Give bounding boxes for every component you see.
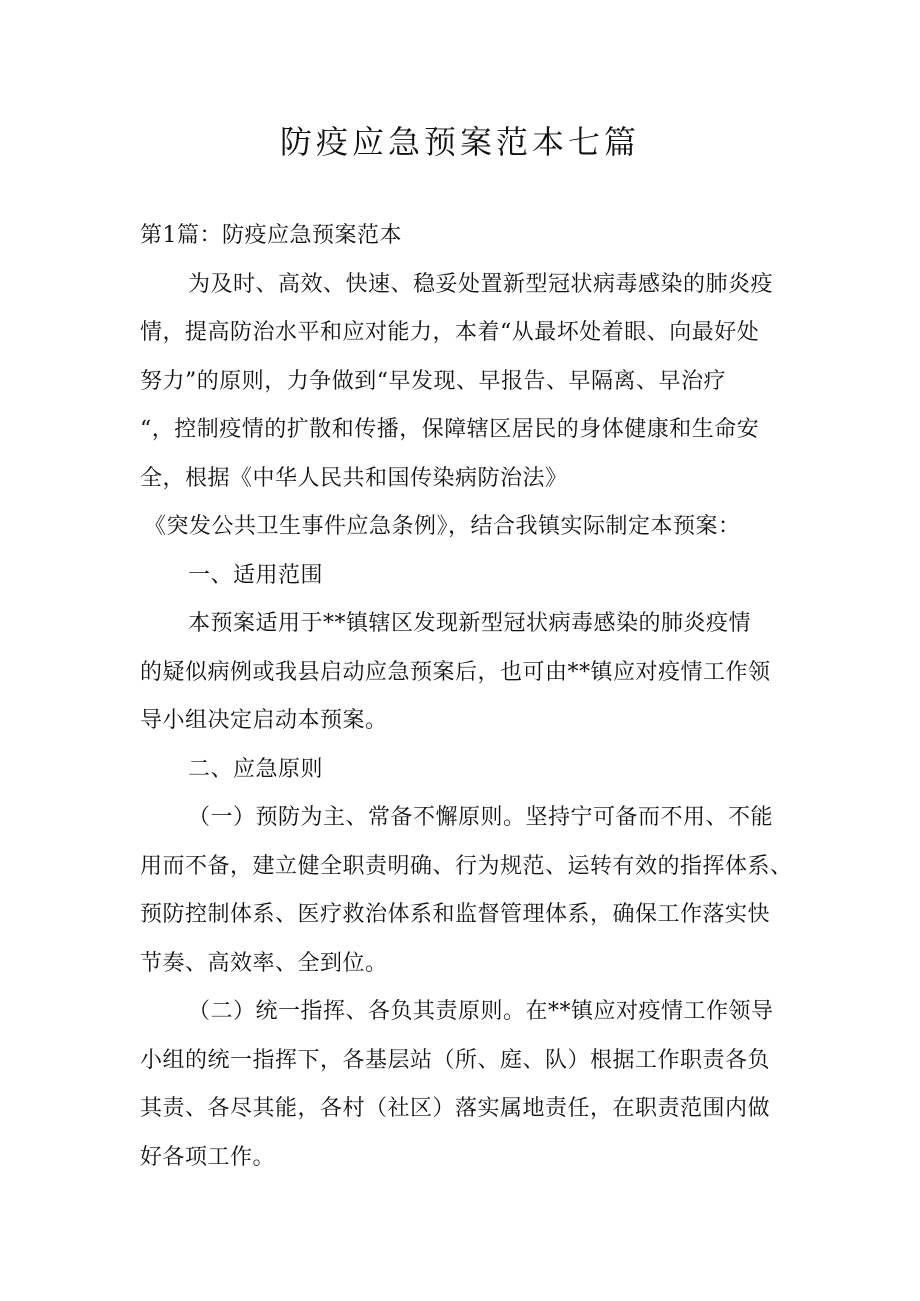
paragraph-line: 其责、各尽其能，各村（社区）落实属地责任，在职责范围内做 bbox=[140, 1096, 771, 1121]
paragraph-line: 情，提高防治水平和应对能力，本着“从最坏处着眼、向最好处 bbox=[140, 320, 760, 345]
paragraph-line: 小组的统一指挥下，各基层站（所、庭、队）根据工作职责各负 bbox=[140, 1047, 771, 1073]
paragraph-line: 导小组决定启动本预案。 bbox=[140, 708, 388, 733]
paragraph-line: 预防控制体系、医疗救治体系和监督管理体系，确保工作落实快 bbox=[140, 902, 771, 927]
paragraph-line: 为及时、高效、快速、稳妥处置新型冠状病毒感染的肺炎疫 bbox=[188, 271, 774, 297]
paragraph-line: 本预案适用于**镇辖区发现新型冠状病毒感染的肺炎疫情 bbox=[188, 611, 752, 636]
section-heading: 第1篇：防疫应急预案范本 bbox=[140, 223, 402, 248]
paragraph-line: （二）统一指挥、各负其责原则。在**镇应对疫情工作领导 bbox=[188, 999, 774, 1024]
paragraph-line: 好各项工作。 bbox=[140, 1144, 276, 1170]
subheading: 一、适用范围 bbox=[188, 562, 324, 588]
paragraph-line: 努力”的原则，力争做到“早发现、早报告、早隔离、早治疗 bbox=[140, 368, 726, 394]
paragraph-line: 《突发公共卫生事件应急条例》，结合我镇实际制定本预案： bbox=[144, 514, 741, 539]
document-title: 防疫应急预案范本七篇 bbox=[279, 123, 640, 161]
subheading: 二、应急原则 bbox=[188, 756, 324, 782]
paragraph-line: 全，根据《中华人民共和国传染病防治法》 bbox=[140, 465, 568, 491]
paragraph-line: （一）预防为主、常备不懈原则。坚持宁可备而不用、不能 bbox=[188, 805, 774, 830]
paragraph-line: “，控制疫情的扩散和传播，保障辖区居民的身体健康和生命安 bbox=[140, 417, 760, 442]
document-body bbox=[140, 212, 793, 1182]
paragraph-line: 节奏、高效率、全到位。 bbox=[140, 950, 388, 976]
paragraph-line: 用而不备，建立健全职责明确、行为规范、运转有效的指挥体系、 bbox=[140, 853, 793, 879]
paragraph-line: 的疑似病例或我县启动应急预案后，也可由**镇应对疫情工作领 bbox=[140, 659, 771, 685]
